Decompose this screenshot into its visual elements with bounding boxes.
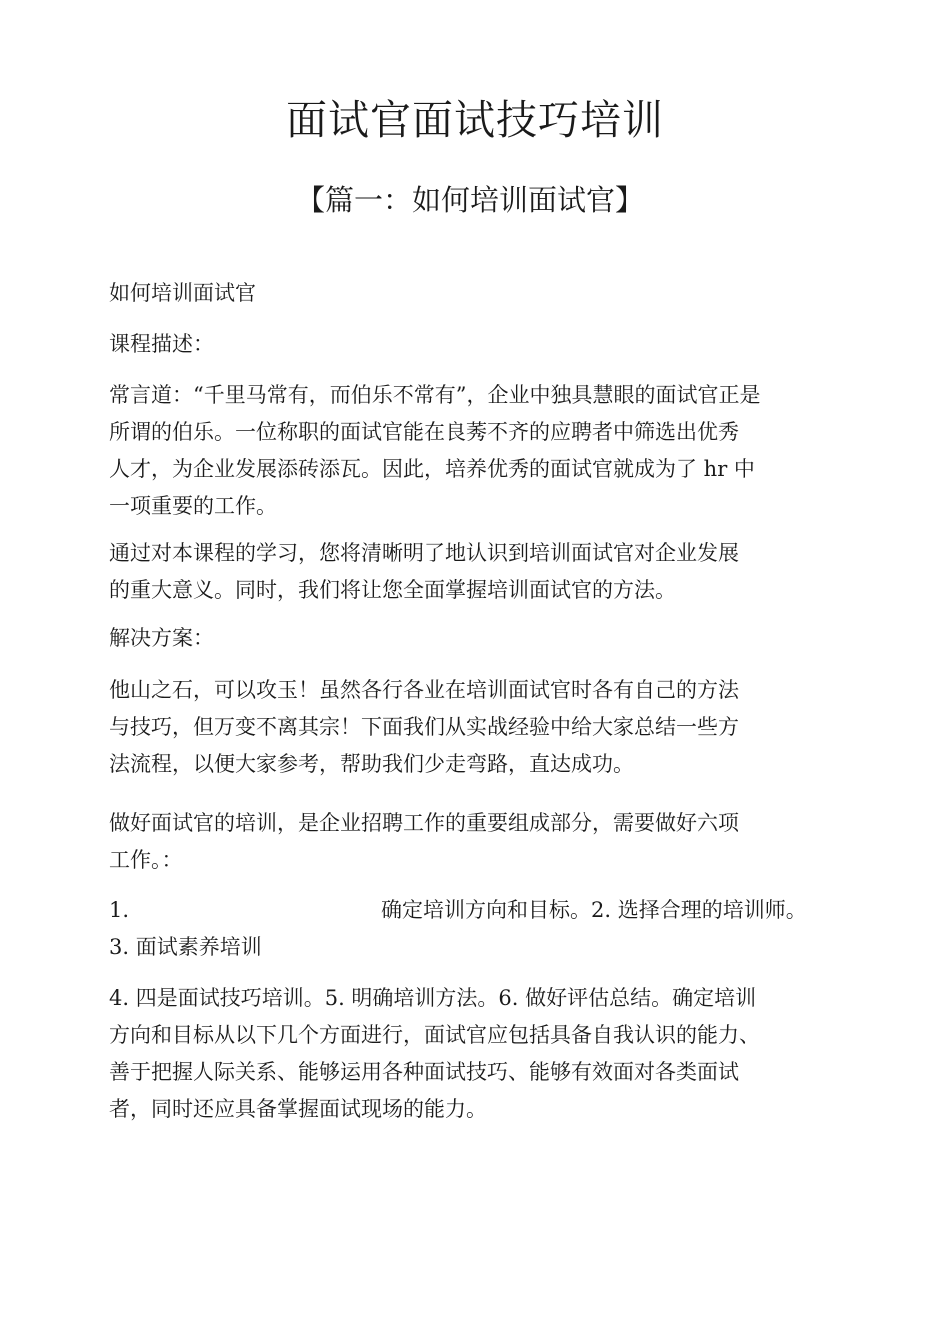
final-line: 善于把握人际关系、能够运用各种面试技巧、能够有效面对各类面试 bbox=[109, 1060, 739, 1084]
course-description-label: 课程描述： bbox=[109, 332, 214, 356]
purpose-line: 的重大意义。同时，我们将让您全面掌握培训面试官的方法。 bbox=[109, 578, 676, 602]
numbered-list-line-one bbox=[109, 892, 844, 929]
task-paragraph bbox=[109, 805, 844, 879]
solution-line: 与技巧，但万变不离其宗！下面我们从实战经验中给大家总结一些方 bbox=[109, 715, 739, 739]
intro-line: 人才，为企业发展添砖添瓦。因此，培养优秀的面试官就成为了 hr 中 bbox=[109, 457, 755, 481]
list-item-text: 确定培训方向和目标。2. 选择合理的培训师。 bbox=[381, 898, 807, 922]
final-paragraph bbox=[109, 980, 844, 1128]
purpose-paragraph bbox=[109, 535, 844, 609]
final-line: 者，同时还应具备掌握面试现场的能力。 bbox=[109, 1097, 487, 1121]
solution-paragraph bbox=[109, 672, 844, 783]
intro-paragraph bbox=[109, 377, 844, 525]
intro-line: 一项重要的工作。 bbox=[109, 494, 277, 518]
numbered-list-line-two: 3. 面试素养培训 bbox=[109, 935, 262, 959]
solution-line: 法流程，以便大家参考，帮助我们少走弯路，直达成功。 bbox=[109, 752, 634, 776]
task-line: 工作。： bbox=[109, 848, 183, 872]
intro-line: 常言道：“千里马常有，而伯乐不常有”，企业中独具慧眼的面试官正是 bbox=[109, 383, 761, 407]
body-heading: 如何培训面试官 bbox=[109, 281, 256, 305]
final-line: 方向和目标从以下几个方面进行，面试官应包括具备自我认识的能力、 bbox=[109, 1023, 760, 1047]
solution-line: 他山之石，可以攻玉！虽然各行各业在培训面试官时各有自己的方法 bbox=[109, 678, 739, 702]
task-line: 做好面试官的培训，是企业招聘工作的重要组成部分，需要做好六项 bbox=[109, 811, 739, 835]
solution-label: 解决方案： bbox=[109, 626, 214, 650]
intro-line: 所谓的伯乐。一位称职的面试官能在良莠不齐的应聘者中筛选出优秀 bbox=[109, 420, 739, 444]
document-title: 面试官面试技巧培训 bbox=[286, 96, 664, 144]
final-line: 4. 四是面试技巧培训。5. 明确培训方法。6. 做好评估总结。确定培训 bbox=[109, 986, 757, 1010]
section-subtitle: 【篇一：如何培训面试官】 bbox=[295, 183, 644, 217]
purpose-line: 通过对本课程的学习，您将清晰明了地认识到培训面试官对企业发展 bbox=[109, 541, 739, 565]
list-number: 1. bbox=[109, 898, 130, 922]
